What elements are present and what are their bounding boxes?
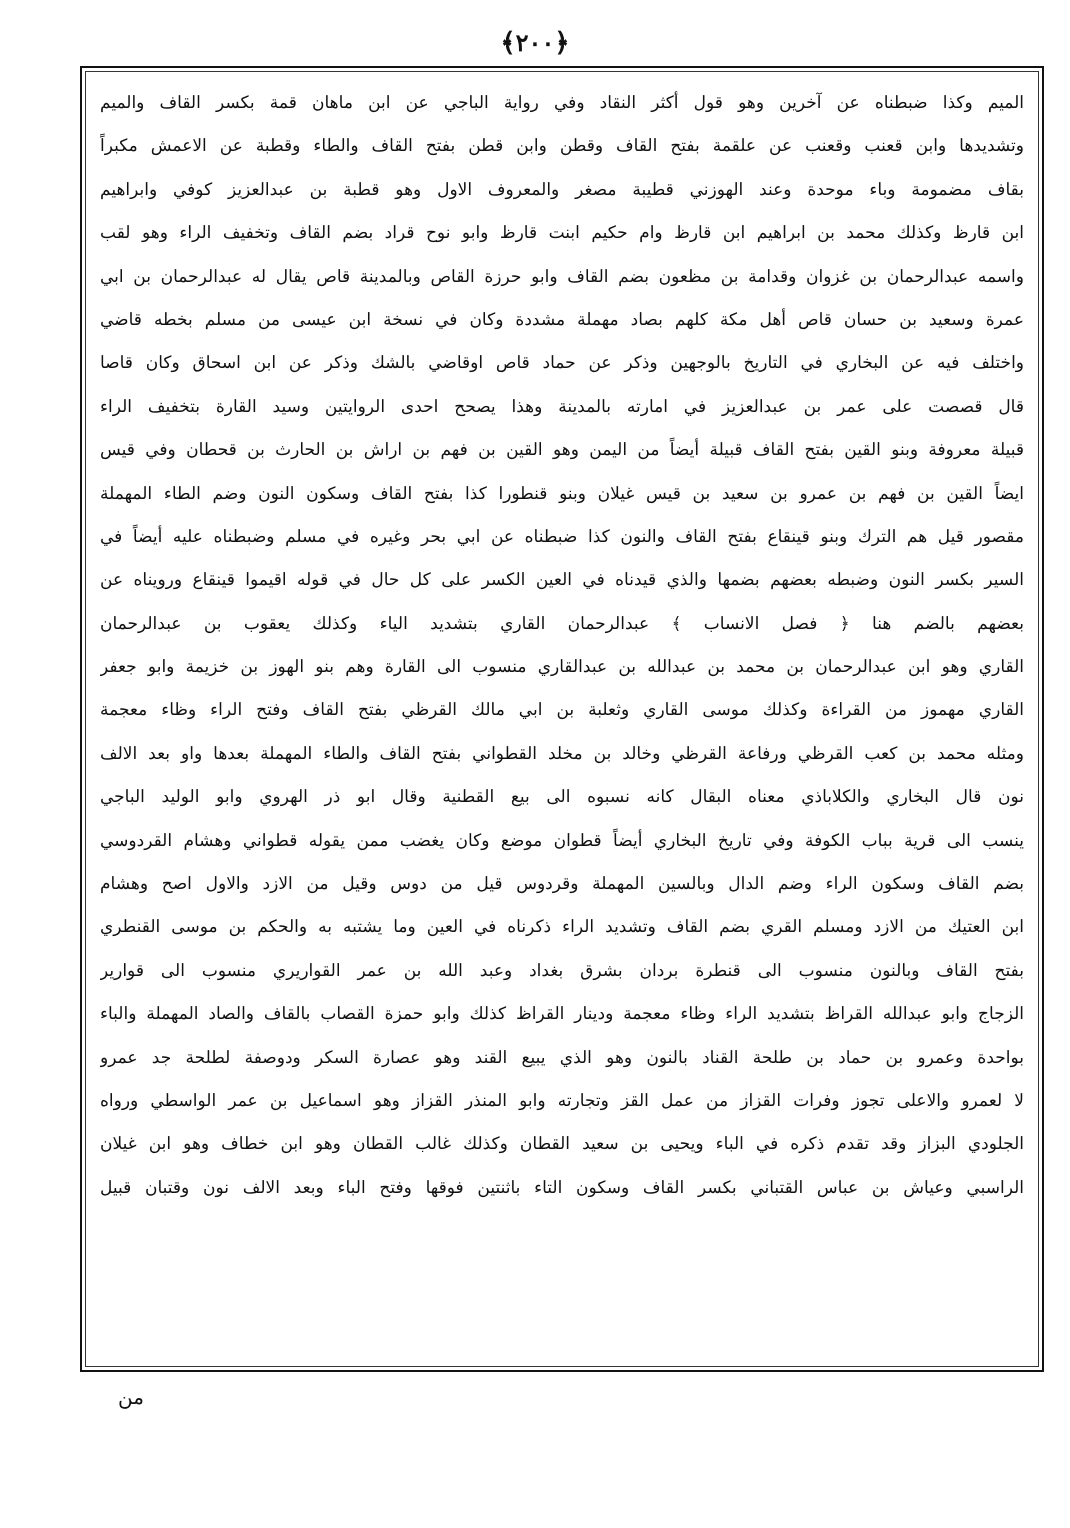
text-line: الزجاج وابو عبدالله القراظ بتشديد الراء وظاء معجمة ودينار القراظ كذلك وابو حمزة القصاب بالقاف والصاد المهملة والباء	[100, 1004, 1024, 1025]
text-line: نون قال البخاري والكلاباذي معناه البقال كانه نسبوه الى بيع القطنية وقال ابو ذر الهروي وابو الوليد الباجي	[100, 787, 1024, 808]
text-line: الراسبي وعياش بن عباس القتباني بكسر القاف وسكون التاء باثنتين فوقها وفتح الباء وبعد الالف نون وقتبان قبيل	[100, 1177, 1024, 1198]
text-line: القاري مهموز من القراءة وكذلك موسى القاري وثعلبة بن ابي مالك القرظي بفتح القاف وفتح الراء وظاء معجمة	[100, 700, 1024, 721]
text-line: القاري وهو ابن عبدالرحمان بن محمد بن عبدالله بن عبدالقاري منسوب الى القارة وهم بنو الهوز بن خزيمة وابو جعفر	[100, 657, 1024, 678]
text-line: الميم وكذا ضبطناه عن آخرين وهو قول أكثر النقاد وفي رواية الباجي عن ابن ماهان قمة بكسر القاف والميم	[100, 93, 1024, 113]
page-number-bracket-left: ﴿	[554, 28, 570, 58]
text-line: ينسب الى قرية بباب الكوفة وفي تاريخ البخاري أيضاً قطوان موضع وكان يغضب ممن يقوله قطواني وهشام القردوسي	[100, 830, 1024, 851]
text-line: ومثله محمد بن كعب القرظي ورفاعة القرظي وخالد بن مخلد القطواني بفتح القاف والطاء المهملة بعدها واو بعد الالف	[100, 743, 1024, 764]
page-number-value: ٢٠٠	[515, 28, 555, 57]
text-line: قبيلة معروفة وبنو القين بفتح القاف قبيلة أيضاً من اليمن وهو القين بن فهم بن اراش بن الحارث بن قحطان وفي قيس	[100, 440, 1024, 461]
text-line: بقاف مضمومة وباء موحدة وعند الهوزني قطيبة مصغر والمعروف الاول وهو قطبة بن عبدالعزيز كوفي وابراهيم	[100, 179, 1024, 200]
text-line: ايضاً القين بن فهم بن عمرو بن سعيد بن قيس غيلان وبنو قنطورا كذا بفتح القاف وسكون النون وضم الطاء المهملة	[100, 483, 1024, 504]
text-line: عمرة وسعيد بن حسان قاص أهل مكة كلهم بصاد مهملة مشددة وكان في نسخة ابن عيسى من مسلم بخطه قاضي	[100, 309, 1024, 330]
text-line: واسمه عبدالرحمان بن غزوان وقدامة بن مظعون بضم القاف وابو حرزة القاص وبالمدينة قاص يقال له عبدالرحمان بن ابي	[100, 266, 1024, 287]
text-line: وتشديدها وابن قعنب وقعنب عن علقمة بفتح القاف وقطن وابن قطن بفتح القاف والطاء وقطبة عن الاعمش مكبراً	[100, 136, 1024, 157]
text-line: لا لعمرو والاعلى تجوز وفرات القزاز من عمل القز وتجارته وابو المنذر القزاز وهو اسماعيل بن عمر الواسطي ورواه	[100, 1090, 1024, 1111]
text-line: السير بكسر النون وضبطه بعضهم بضمها والذي قيدناه في العين الكسر على كل حال في قوله اقيموا قينقاع ورويناه عن	[100, 570, 1024, 591]
text-line: بفتح القاف وبالنون منسوب الى قنطرة بردان بشرق بغداد وعبد الله بن عمر القواريري منسوب الى قوارير	[100, 960, 1024, 981]
text-line: الجلودي البزاز وقد تقدم ذكره في الباء ويحيى بن سعيد القطان وكذلك غالب القطان وهو ابن خطاف وهو ابن غيلان	[100, 1134, 1024, 1155]
catchword: من	[118, 1385, 144, 1409]
page-number	[0, 28, 1070, 58]
text-line: ابن العتيك من الازد ومسلم القري بضم القاف وتشديد الراء ذكرناه في العين وما يشتبه به والحكم بن موسى القنطري	[100, 917, 1024, 938]
page-number-bracket-right: ﴾	[500, 28, 516, 58]
text-line: بواحدة وعمرو بن حماد بن طلحة القناد بالنون وهو الذي يبيع القند وهو عصارة السكر ودوصفة لطلحة جد عمرو	[100, 1047, 1024, 1068]
text-line: قال قصصت على عمر بن عبدالعزيز في امارته بالمدينة وهذا يصحح احدى الروايتين وسيد القارة بتخفيف الراء	[100, 396, 1024, 417]
text-frame	[80, 66, 1044, 1372]
text-line: بضم القاف وسكون الراء وضم الدال وبالسين المهملة وقردوس قيل من دوس وقيل من الازد والاول اصح وهشام	[100, 874, 1024, 895]
text-line: مقصور قيل هم الترك وبنو قينقاع بفتح القاف والنون كذا ضبطناه عن ابي بحر وغيره في مسلم وضبطناه عليه أيضاً في	[100, 526, 1024, 547]
text-body	[100, 82, 1024, 1210]
text-line: بعضهم بالضم هنا ﴿ فصل الانساب ﴾ عبدالرحمان القاري بتشديد الياء وكذلك يعقوب بن عبدالرحمان	[100, 613, 1024, 634]
text-line: ابن قارظ وكذلك محمد بن ابراهيم ابن قارظ وام حكيم ابنت قارظ وابو نوح قراد بضم القاف وتخفيف الراء وهو لقب	[100, 223, 1024, 244]
text-line: واختلف فيه عن البخاري في التاريخ بالوجهين وذكر عن حماد قاص اوقاضي بالشك وذكر عن ابن اسحاق وكان قاصا	[100, 353, 1024, 374]
